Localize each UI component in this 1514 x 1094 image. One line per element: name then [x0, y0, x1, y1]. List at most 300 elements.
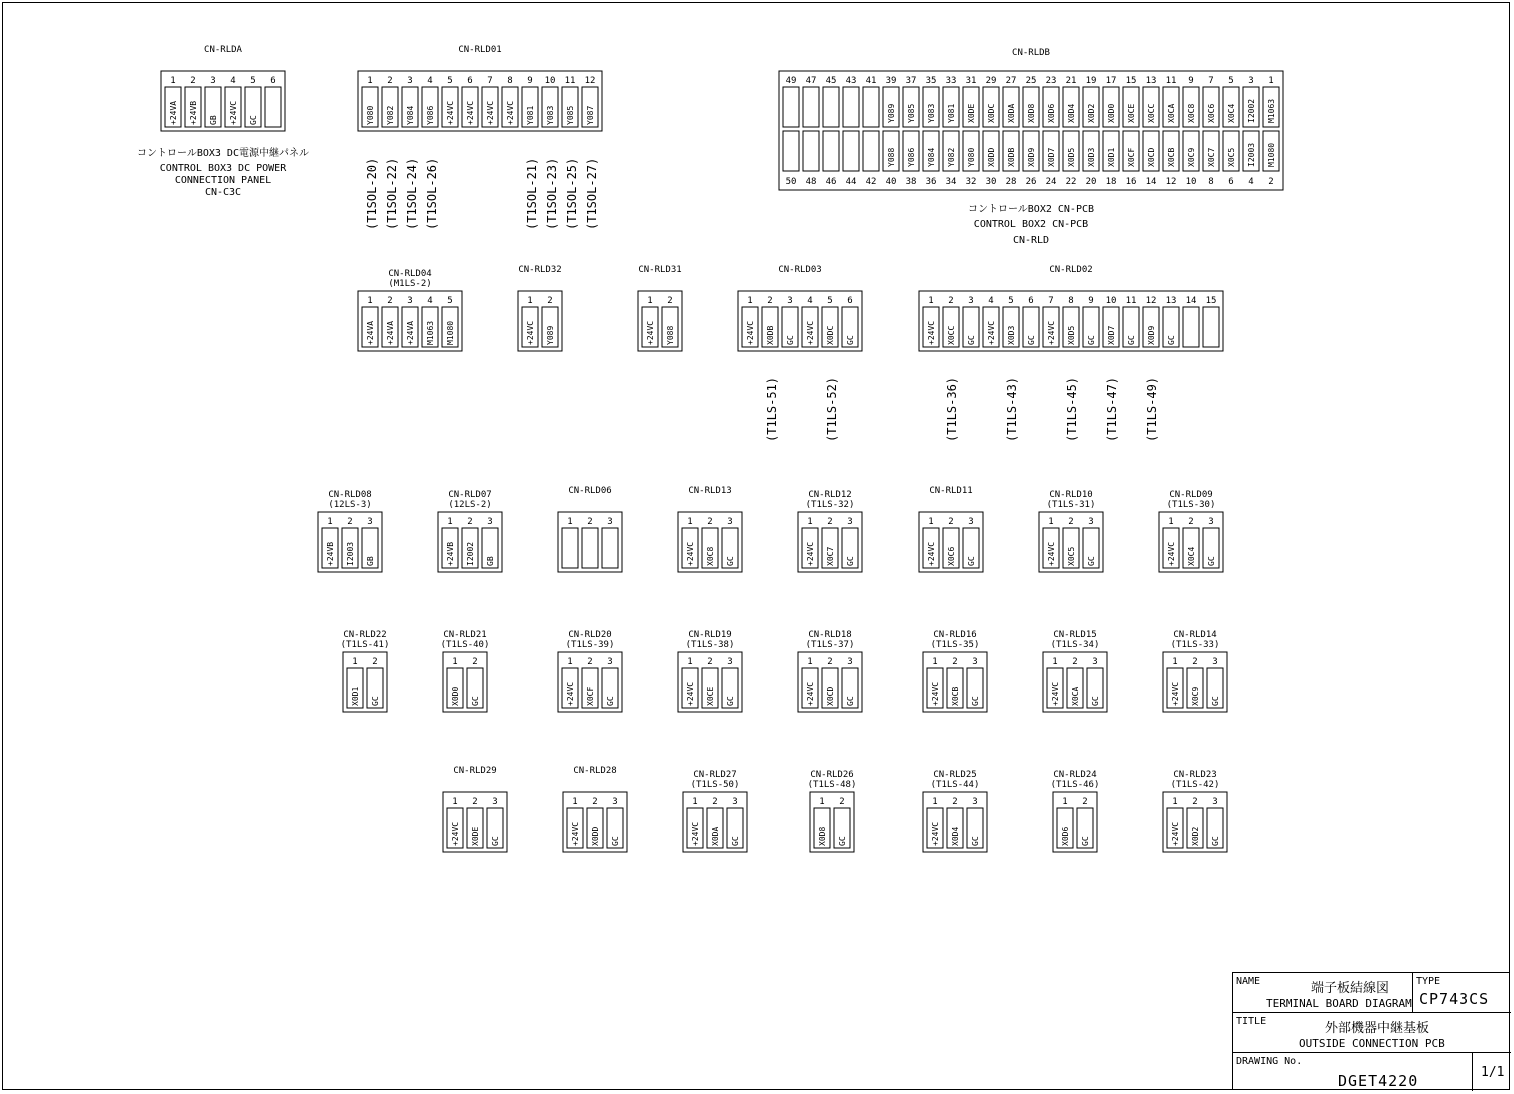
connector-title: CN-RLD03 — [778, 265, 822, 275]
pin-number: 3 — [972, 657, 978, 667]
pin-signal: GC — [786, 335, 795, 345]
pin-signal: X0CA — [1167, 103, 1176, 123]
pin-number: 45 — [825, 76, 837, 86]
pin-number: 4 — [807, 296, 813, 306]
pin-signal: X0DD — [987, 147, 996, 167]
pin-number: 3 — [968, 517, 974, 527]
pin-number: 3 — [972, 797, 978, 807]
pin-signal: GC — [838, 836, 847, 846]
pin-signal: +24VC — [229, 100, 238, 125]
connector-subtitle: (T1LS-34) — [1050, 640, 1100, 650]
pin-signal: +24VA — [386, 320, 395, 345]
pin-signal: GC — [846, 696, 855, 706]
connector-subtitle: (T1LS-31) — [1046, 500, 1096, 510]
drawing-border — [2, 2, 1510, 1090]
pin-number: 34 — [945, 177, 957, 187]
connector-subtitle: (T1LS-32) — [805, 500, 855, 510]
connector-subtitle: (T1LS-30) — [1166, 500, 1216, 510]
vertical-label: (T1SOL-22) — [385, 157, 399, 230]
pin-number: 1 — [567, 517, 573, 527]
pin-number: 1 — [527, 296, 533, 306]
pin-number: 7 — [487, 76, 493, 86]
box2-note-line2: CN-RLD — [1012, 235, 1050, 246]
connector-subtitle: (T1LS-37) — [805, 640, 855, 650]
pin-number: 5 — [827, 296, 833, 306]
vertical-label: (T1LS-43) — [1005, 376, 1019, 442]
pin-number: 50 — [785, 177, 797, 187]
pin-signal: Y086 — [426, 105, 435, 125]
pin-number: 1 — [170, 76, 176, 86]
vertical-label: (T1LS-36) — [945, 376, 959, 442]
pin-signal: GC — [967, 335, 976, 345]
pin-signal: Y083 — [927, 103, 936, 123]
pin-number: 1 — [452, 797, 458, 807]
title-label: TITLE — [1236, 1016, 1267, 1027]
pin-number: 2 — [592, 797, 598, 807]
pin-signal: +24VC — [806, 320, 815, 345]
connector-title: CN-RLD16 — [933, 630, 977, 640]
connector-title: CN-RLD01 — [458, 45, 502, 55]
vertical-label: (T1SOL-26) — [425, 157, 439, 230]
pin-number: 28 — [1005, 177, 1017, 187]
pin-number: 2 — [707, 517, 713, 527]
pin-signal: X0D9 — [1027, 147, 1036, 167]
pin-signal: X0C5 — [1067, 546, 1076, 566]
type-label: TYPE — [1416, 976, 1441, 987]
pin-number: 3 — [1248, 76, 1254, 86]
pin-number: 1 — [352, 657, 358, 667]
pin-signal: X0D7 — [1107, 325, 1116, 345]
pin-signal: +24VB — [326, 541, 335, 566]
pin-number: 1 — [1052, 657, 1058, 667]
pin-number: 32 — [965, 177, 977, 187]
pin-signal: +24VC — [987, 320, 996, 345]
pin-number: 39 — [885, 76, 897, 86]
title-block — [1232, 972, 1510, 1090]
pin-number: 2 — [587, 517, 593, 527]
pin-number: 13 — [1145, 76, 1157, 86]
connector-subtitle: (T1LS-48) — [807, 780, 857, 790]
pin-signal: X0DD — [591, 826, 600, 846]
pin-number: 2 — [952, 657, 958, 667]
pin-signal: GC — [726, 556, 735, 566]
pin-number: 2 — [1068, 517, 1074, 527]
pin-number: 5 — [447, 76, 453, 86]
pin-number: 3 — [407, 296, 413, 306]
pin-signal: +24VC — [806, 541, 815, 566]
connector-title: CN-RLD11 — [929, 486, 973, 496]
pin-signal: X0CF — [586, 686, 595, 706]
pin-signal: Y084 — [406, 105, 415, 125]
name-label: NAME — [1236, 976, 1261, 987]
pin-number: 3 — [487, 517, 493, 527]
pin-signal: X0DA — [1007, 103, 1016, 123]
pin-number: 6 — [467, 76, 473, 86]
connector-title: CN-RLD32 — [518, 265, 562, 275]
pin-signal: +24VC — [451, 821, 460, 846]
pin-signal: +24VA — [406, 320, 415, 345]
pin-signal: X0C4 — [1187, 546, 1196, 566]
pin-signal: GC — [1207, 556, 1216, 566]
pin-signal: I2003 — [1247, 142, 1256, 167]
pin-number: 2 — [707, 657, 713, 667]
pin-number: 7 — [1048, 296, 1054, 306]
pin-number: 1 — [367, 76, 373, 86]
pin-signal: GC — [1211, 836, 1220, 846]
pin-number: 3 — [1088, 517, 1094, 527]
pin-signal: M1080 — [446, 320, 455, 345]
vertical-label: (T1LS-49) — [1145, 376, 1159, 442]
pin-number: 2 — [587, 657, 593, 667]
pin-number: 5 — [250, 76, 256, 86]
pin-number: 31 — [965, 76, 977, 86]
connector-subtitle: (12LS-2) — [448, 500, 492, 510]
name-jp: 端子板結線図 — [1311, 981, 1390, 996]
vertical-label: (T1SOL-25) — [565, 157, 579, 230]
pin-signal: X0CC — [1147, 103, 1156, 123]
connector-title: CN-RLD24 — [1053, 770, 1097, 780]
connector-title: CN-RLD19 — [688, 630, 732, 640]
pin-signal: +24VB — [446, 541, 455, 566]
pin-signal: Y086 — [907, 147, 916, 167]
pin-number: 29 — [985, 76, 997, 86]
pin-number: 2 — [667, 296, 673, 306]
pin-signal: Y080 — [967, 147, 976, 167]
pin-signal: GC — [249, 115, 258, 125]
pin-number: 2 — [372, 657, 378, 667]
connector-title: CN-RLD12 — [808, 490, 852, 500]
pin-signal: +24VC — [506, 100, 515, 125]
pin-number: 14 — [1185, 296, 1197, 306]
connector-title: CN-RLD06 — [568, 486, 612, 496]
pin-signal: +24VC — [746, 320, 755, 345]
pin-number: 3 — [1212, 657, 1218, 667]
pin-signal: +24VC — [927, 541, 936, 566]
drawing-value: DGET4220 — [1338, 1072, 1419, 1090]
pin-signal: GC — [967, 556, 976, 566]
pin-number: 8 — [1068, 296, 1074, 306]
pin-number: 14 — [1145, 177, 1157, 187]
pin-signal: X0C6 — [1207, 103, 1216, 123]
pin-number: 17 — [1105, 76, 1117, 86]
pin-signal: X0DC — [826, 325, 835, 345]
pin-signal: X0D5 — [1067, 325, 1076, 345]
connector-title: CN-RLD02 — [1049, 265, 1093, 275]
connector-title: CN-RLD18 — [808, 630, 852, 640]
pin-number: 20 — [1085, 177, 1097, 187]
pin-signal: X0DE — [967, 103, 976, 123]
pin-number: 2 — [827, 517, 833, 527]
pin-signal: I2002 — [1247, 98, 1256, 123]
pin-number: 10 — [1105, 296, 1117, 306]
pin-number: 1 — [452, 657, 458, 667]
pin-number: 1 — [807, 517, 813, 527]
connector-title: CN-RLD08 — [328, 490, 372, 500]
pin-signal: Y080 — [366, 105, 375, 125]
connector-title: CN-RLD31 — [638, 265, 682, 275]
pin-number: 2 — [190, 76, 196, 86]
pin-number: 15 — [1125, 76, 1137, 86]
connector-subtitle: (T1LS-40) — [440, 640, 490, 650]
pin-signal: Y084 — [927, 147, 936, 167]
vertical-label: (T1SOL-23) — [545, 157, 559, 230]
pin-signal: X0D2 — [1191, 826, 1200, 846]
connector-subtitle: (T1LS-33) — [1170, 640, 1220, 650]
pin-signal: GC — [491, 836, 500, 846]
pin-signal: X0C9 — [1187, 147, 1196, 167]
pin-number: 5 — [1228, 76, 1234, 86]
pin-signal: +24VC — [1047, 320, 1056, 345]
pin-signal: X0D6 — [1061, 826, 1070, 846]
pin-number: 37 — [905, 76, 917, 86]
pin-number: 2 — [1268, 177, 1274, 187]
pin-number: 3 — [847, 517, 853, 527]
connector-title: CN-RLD14 — [1173, 630, 1217, 640]
pin-number: 6 — [1228, 177, 1234, 187]
pin-number: 3 — [787, 296, 793, 306]
pin-number: 3 — [210, 76, 216, 86]
pin-number: 1 — [1168, 517, 1174, 527]
pin-number: 1 — [1172, 797, 1178, 807]
pin-number: 47 — [805, 76, 817, 86]
pin-number: 19 — [1085, 76, 1097, 86]
pin-number: 6 — [1028, 296, 1034, 306]
pin-signal: GC — [731, 836, 740, 846]
box3-note-line1: CONTROL BOX3 DC POWER — [159, 163, 287, 174]
pin-number: 12 — [1165, 177, 1177, 187]
pin-signal: X0D1 — [1107, 147, 1116, 167]
pin-number: 2 — [1188, 517, 1194, 527]
name-en: TERMINAL BOARD DIAGRAM — [1266, 997, 1412, 1010]
connector-title: CN-RLD04 — [388, 269, 432, 279]
pin-signal: GC — [846, 556, 855, 566]
pin-signal: X0DA — [711, 826, 720, 846]
drawing-label: DRAWING No. — [1236, 1056, 1303, 1067]
pin-signal: GC — [371, 696, 380, 706]
pin-number: 4 — [230, 76, 236, 86]
pin-number: 1 — [327, 517, 333, 527]
pin-number: 1 — [692, 797, 698, 807]
vertical-label: (T1SOL-20) — [365, 157, 379, 230]
pin-number: 10 — [1185, 177, 1197, 187]
pin-number: 12 — [584, 76, 596, 86]
connector-title: CN-RLD09 — [1169, 490, 1213, 500]
pin-signal: Y085 — [907, 103, 916, 123]
pin-signal: Y088 — [666, 325, 675, 345]
connector-subtitle: (T1LS-46) — [1050, 780, 1100, 790]
pin-number: 3 — [847, 657, 853, 667]
pin-signal: X0C8 — [1187, 103, 1196, 123]
pin-number: 46 — [825, 177, 837, 187]
pin-signal: GB — [486, 556, 495, 566]
pin-number: 18 — [1105, 177, 1117, 187]
pin-signal: X0D6 — [1047, 103, 1056, 123]
pin-number: 7 — [1208, 76, 1214, 86]
pin-signal: X0D1 — [351, 686, 360, 706]
pin-number: 2 — [1082, 797, 1088, 807]
pin-signal: +24VC — [931, 821, 940, 846]
pin-signal: +24VC — [686, 681, 695, 706]
pin-signal: X0C4 — [1227, 103, 1236, 123]
pin-signal: +24VC — [931, 681, 940, 706]
pin-number: 2 — [387, 296, 393, 306]
pin-signal: X0C6 — [947, 546, 956, 566]
connector-subtitle: (12LS-3) — [328, 500, 372, 510]
pin-signal: Y087 — [586, 105, 595, 125]
pin-number: 6 — [270, 76, 276, 86]
pin-number: 4 — [427, 296, 433, 306]
pin-signal: X0CB — [1167, 147, 1176, 167]
pin-number: 2 — [472, 657, 478, 667]
pin-signal: GC — [1091, 696, 1100, 706]
pin-number: 2 — [547, 296, 553, 306]
pin-signal: Y088 — [887, 147, 896, 167]
vertical-label: (T1SOL-27) — [585, 157, 599, 230]
pin-signal: M1080 — [1267, 142, 1276, 167]
pin-signal: +24VC — [566, 681, 575, 706]
connector-subtitle: (T1LS-38) — [685, 640, 735, 650]
pin-number: 4 — [988, 296, 994, 306]
pin-number: 2 — [1192, 657, 1198, 667]
pin-signal: +24VC — [686, 541, 695, 566]
pin-number: 36 — [925, 177, 937, 187]
connector-subtitle: (T1LS-41) — [340, 640, 390, 650]
pin-signal: GC — [471, 696, 480, 706]
connector-title: CN-RLD26 — [810, 770, 854, 780]
pin-signal: +24VC — [486, 100, 495, 125]
connector-title: CN-RLD28 — [573, 766, 617, 776]
pin-signal: GC — [1211, 696, 1220, 706]
pin-number: 22 — [1065, 177, 1077, 187]
title-jp: 外部機器中継基板 — [1325, 1021, 1430, 1036]
pin-signal: +24VC — [1047, 541, 1056, 566]
pin-number: 9 — [527, 76, 533, 86]
pin-number: 3 — [607, 517, 613, 527]
pin-signal: X0D8 — [818, 826, 827, 846]
pin-number: 25 — [1025, 76, 1037, 86]
pin-number: 2 — [467, 517, 473, 527]
pin-signal: GC — [1127, 335, 1136, 345]
pin-number: 1 — [367, 296, 373, 306]
pin-signal: I2002 — [466, 541, 475, 566]
pin-number: 35 — [925, 76, 937, 86]
pin-number: 2 — [1192, 797, 1198, 807]
pin-number: 8 — [1208, 177, 1214, 187]
pin-signal: +24VC — [466, 100, 475, 125]
connector-title: CN-RLDA — [204, 45, 242, 55]
pin-number: 2 — [767, 296, 773, 306]
pin-signal: X0D3 — [1087, 147, 1096, 167]
pin-number: 3 — [1208, 517, 1214, 527]
type-cell — [1413, 973, 1511, 1013]
pin-number: 6 — [847, 296, 853, 306]
pin-number: 1 — [819, 797, 825, 807]
pin-signal: X0D5 — [1067, 147, 1076, 167]
pin-number: 1 — [747, 296, 753, 306]
pin-number: 15 — [1205, 296, 1217, 306]
pin-number: 27 — [1005, 76, 1017, 86]
box3-note-jp: コントロールBOX3 DC電源中継パネル — [137, 148, 309, 159]
pin-signal: +24VC — [1171, 821, 1180, 846]
pin-signal: Y081 — [526, 105, 535, 125]
pin-signal: +24VC — [691, 821, 700, 846]
pin-signal: +24VC — [571, 821, 580, 846]
pin-signal: GC — [726, 696, 735, 706]
pin-signal: X0D9 — [1147, 325, 1156, 345]
pin-signal: Y085 — [566, 105, 575, 125]
title-en: OUTSIDE CONNECTION PCB — [1299, 1037, 1445, 1050]
pin-number: 3 — [1092, 657, 1098, 667]
pin-signal: X0CC — [947, 325, 956, 345]
connector-title: CN-RLD23 — [1173, 770, 1217, 780]
pin-signal: X0CB — [951, 686, 960, 706]
pin-signal: X0DE — [471, 826, 480, 846]
vertical-label: (T1LS-52) — [825, 376, 839, 442]
connector-subtitle: (T1LS-39) — [565, 640, 615, 650]
pin-signal: +24VA — [366, 320, 375, 345]
pin-number: 2 — [952, 797, 958, 807]
pin-number: 2 — [1072, 657, 1078, 667]
pin-signal: X0C8 — [706, 546, 715, 566]
pin-signal: X0D8 — [1027, 103, 1036, 123]
box2-note-jp: コントロールBOX2 CN-PCB — [967, 204, 1095, 215]
pin-number: 1 — [447, 517, 453, 527]
connector-subtitle: (T1LS-50) — [690, 780, 740, 790]
pin-number: 11 — [564, 76, 576, 86]
pin-signal: X0D7 — [1047, 147, 1056, 167]
pin-number: 1 — [647, 296, 653, 306]
pin-number: 9 — [1088, 296, 1094, 306]
sheet-cell — [1473, 1053, 1511, 1091]
pin-signal: +24VC — [1171, 681, 1180, 706]
pin-signal: Y082 — [947, 147, 956, 167]
connector-title: CN-RLD25 — [933, 770, 977, 780]
pin-number: 2 — [827, 657, 833, 667]
pin-signal: X0C7 — [826, 546, 835, 566]
connector-title: CN-RLD15 — [1053, 630, 1097, 640]
pin-number: 1 — [1172, 657, 1178, 667]
pin-signal: GB — [366, 556, 375, 566]
pin-number: 2 — [948, 296, 954, 306]
pin-signal: X0D4 — [1067, 103, 1076, 123]
pin-number: 3 — [367, 517, 373, 527]
pin-signal: +24VB — [189, 100, 198, 125]
pin-signal: +24VA — [169, 100, 178, 125]
connector-title: CN-RLD20 — [568, 630, 612, 640]
title-cell — [1233, 1013, 1511, 1053]
pin-number: 48 — [805, 177, 817, 187]
pin-number: 3 — [968, 296, 974, 306]
pin-signal: GC — [606, 696, 615, 706]
pin-number: 2 — [347, 517, 353, 527]
pin-number: 3 — [407, 76, 413, 86]
pin-signal: +24VC — [927, 320, 936, 345]
pin-number: 10 — [544, 76, 556, 86]
pin-signal: GC — [971, 696, 980, 706]
pin-number: 1 — [687, 517, 693, 527]
pin-signal: GC — [1081, 836, 1090, 846]
pin-number: 3 — [727, 517, 733, 527]
pin-number: 41 — [865, 76, 877, 86]
connector-subtitle: (T1LS-42) — [1170, 780, 1220, 790]
box3-note-line2: CONNECTION PANEL — [174, 175, 272, 186]
pin-number: 16 — [1125, 177, 1137, 187]
pin-signal: X0CE — [1127, 103, 1136, 123]
pin-number: 1 — [567, 657, 573, 667]
pin-signal: I2003 — [346, 541, 355, 566]
pin-signal: +24VC — [806, 681, 815, 706]
pin-signal: +24VC — [646, 320, 655, 345]
